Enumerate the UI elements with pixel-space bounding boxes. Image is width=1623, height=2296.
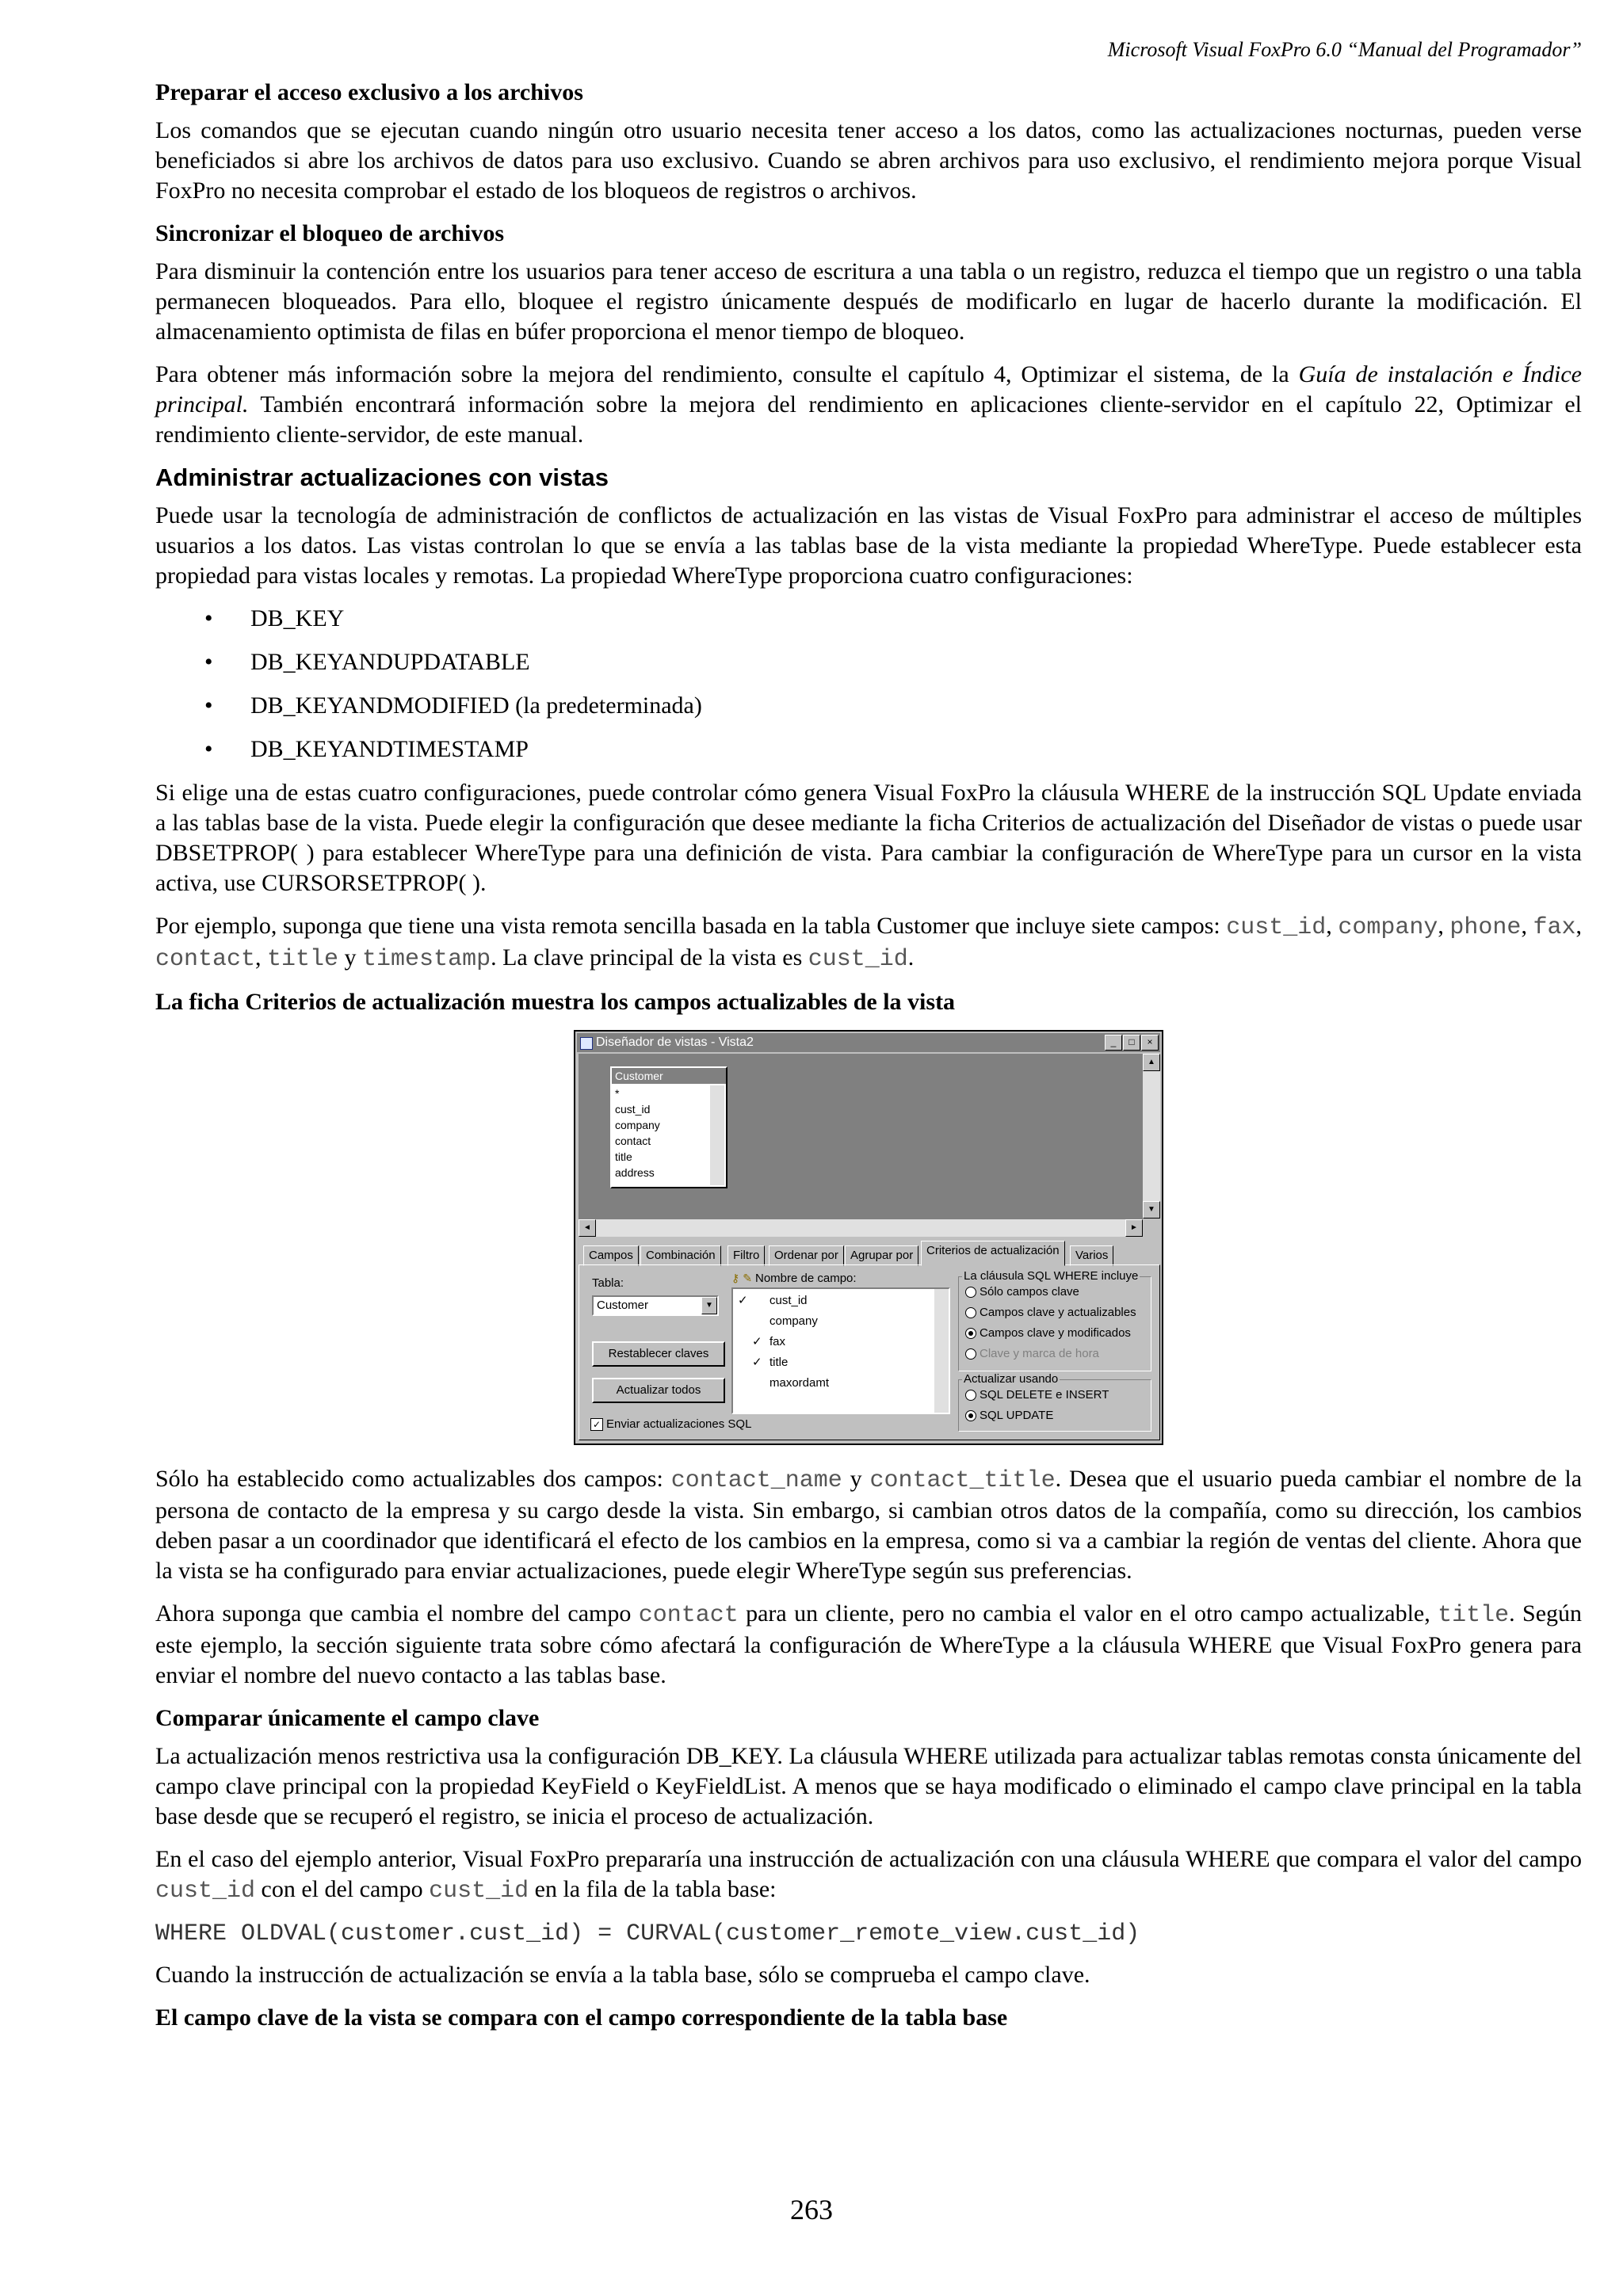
text-run: En el caso del ejemplo anterior, Visual FoxPro prepararía una instrucción de actualización con una cláusula WHERE que compara el valor del campo <box>155 1846 1582 1872</box>
table-field[interactable]: * <box>615 1087 620 1100</box>
paragraph <box>155 1844 1582 1906</box>
table-field[interactable]: address <box>615 1166 655 1179</box>
section-heading: Administrar actualizaciones con vistas <box>155 463 609 491</box>
radio-label: Clave y marca de hora <box>980 1347 1099 1360</box>
update-option[interactable] <box>965 1388 1109 1402</box>
field-name: maxordamt <box>769 1376 830 1390</box>
field-list-header <box>731 1272 857 1285</box>
window-titlebar <box>577 1033 1160 1052</box>
code-term: cust_id <box>155 1878 256 1905</box>
field-list[interactable] <box>731 1287 950 1414</box>
view-designer-window <box>574 1030 1163 1445</box>
paragraph <box>155 360 1582 450</box>
key-check[interactable]: ✓ <box>738 1294 748 1307</box>
tab-campos[interactable]: Campos <box>583 1245 639 1266</box>
table-label: Tabla: <box>592 1276 624 1290</box>
radio-selected-icon[interactable] <box>965 1410 976 1421</box>
table-field[interactable]: cust_id <box>615 1103 651 1116</box>
list-item: • DB_KEY <box>204 604 1582 634</box>
field-name-header: Nombre de campo: <box>755 1272 857 1285</box>
code-term: title <box>1438 1602 1510 1629</box>
radio-icon[interactable] <box>965 1307 976 1318</box>
radio-label: SQL DELETE e INSERT <box>980 1388 1109 1402</box>
radio-icon <box>965 1348 976 1360</box>
field-row[interactable] <box>733 1291 933 1311</box>
update-check[interactable]: ✓ <box>752 1335 762 1348</box>
maximize-button[interactable]: □ <box>1123 1035 1140 1051</box>
table-box-scrollbar[interactable] <box>710 1085 724 1185</box>
text-run: para un cliente, pero no cambia el valor en el otro campo actualizable, <box>738 1600 1438 1627</box>
field-row[interactable] <box>733 1373 933 1394</box>
code-term: cust_id <box>429 1878 529 1905</box>
radio-selected-icon[interactable] <box>965 1328 976 1339</box>
paragraph: La actualización menos restrictiva usa la configuración DB_KEY. La cláusula WHERE utilizada para actualizar tablas remotas consta únicamente del campo clave principal con la propiedad KeyField o KeyFieldList. A menos que se haya modificado o eliminado el campo clave principal en la tabla base desde que se recuperó el registro, se inicia el proceso de actualización. <box>155 1743 1582 1829</box>
field-list-scrollbar[interactable] <box>934 1289 949 1413</box>
table-box-title: Customer <box>612 1068 726 1084</box>
where-option[interactable] <box>965 1326 1131 1340</box>
tab-combinacion[interactable]: Combinación <box>640 1245 721 1266</box>
section-heading: Sincronizar el bloqueo de archivos <box>155 220 505 246</box>
text-run: Ahora suponga que cambia el nombre del campo <box>155 1600 639 1627</box>
figure-screenshot <box>155 1030 1582 1450</box>
radio-label: Sólo campos clave <box>980 1285 1079 1299</box>
chevron-down-icon[interactable]: ▼ <box>701 1297 717 1314</box>
table-select[interactable] <box>592 1295 719 1316</box>
radio-icon[interactable] <box>965 1287 976 1298</box>
update-using-group <box>958 1372 1151 1432</box>
code-term: timestamp <box>362 946 491 973</box>
paragraph: Puede usar la tecnología de administración de conflictos de actualización en las vistas de Visual FoxPro para administrar el acceso de múltiples usuarios a los datos. Las vistas controlan lo que se envía a las tablas base de la vista mediante la propiedad WhereType. Puede establecer esta propiedad para vistas locales y remotas. La propiedad WhereType proporciona cuatro configuraciones: <box>155 502 1582 589</box>
minimize-button[interactable]: _ <box>1105 1035 1122 1051</box>
field-row[interactable] <box>733 1311 933 1332</box>
table-field[interactable]: contact <box>615 1135 651 1147</box>
radio-label: SQL UPDATE <box>980 1409 1054 1422</box>
text-run: . Según este ejemplo, la sección siguiente trata sobre cómo afectará la configuración de WhereType a la cláusula WHERE que Visual FoxPro genera para enviar el nombre del nuevo contacto a las tablas base. <box>155 1600 1583 1688</box>
code-term: title <box>267 946 339 973</box>
scroll-right-icon[interactable]: ► <box>1125 1219 1143 1237</box>
table-field-list <box>612 1084 726 1182</box>
text-run: . La clave principal de la vista es <box>491 944 808 971</box>
tab-agrupar-por[interactable]: Agrupar por <box>845 1245 918 1266</box>
tab-varios[interactable]: Varios <box>1070 1245 1113 1266</box>
section-heading: Comparar únicamente el campo clave <box>155 1705 540 1731</box>
scroll-down-icon[interactable]: ▼ <box>1143 1201 1160 1219</box>
code-term: contact_title <box>869 1467 1056 1494</box>
list-item: • DB_KEYANDTIMESTAMP <box>204 734 1582 765</box>
code-term: cust_id <box>808 946 908 973</box>
running-header: Microsoft Visual FoxPro 6.0 “Manual del Programador” <box>1107 38 1582 61</box>
key-icon: ⚷ <box>731 1272 740 1284</box>
field-name: fax <box>769 1335 786 1348</box>
text-run: con el del campo <box>255 1876 430 1902</box>
text-run: y <box>338 944 363 971</box>
field-name: title <box>769 1356 789 1369</box>
update-criteria-panel <box>579 1264 1160 1440</box>
code-term: fax <box>1533 914 1576 941</box>
group-label: Actualizar usando <box>964 1372 1059 1386</box>
tab-strip <box>579 1241 1143 1264</box>
text-run: Por ejemplo, suponga que tiene una vista remota sencilla basada en la tabla Customer que incluye siete campos: <box>155 913 1227 939</box>
radio-icon[interactable] <box>965 1390 976 1401</box>
table-box-customer[interactable] <box>610 1066 727 1188</box>
paragraph: Los comandos que se ejecutan cuando ningún otro usuario necesita tener acceso a los datos, como las actualizaciones nocturnas, pueden verse beneficiados si abre los archivos de datos para uso exclusivo. Cuando se abren archivos para uso exclusivo, el rendimiento mejora porque Visual FoxPro no necesita comprobar el estado de los bloqueos de registros o archivos. <box>155 117 1582 204</box>
figure-caption: La ficha Criterios de actualización muestra los campos actualizables de la vista <box>155 989 956 1015</box>
paragraph: Si elige una de estas cuatro configuraciones, puede controlar cómo genera Visual FoxPro la cláusula WHERE de la instrucción SQL Update enviada a las tablas base de la vista. Puede elegir la configuración que desee mediante la ficha Criterios de actualización del Diseñador de vistas o puede usar DBSETPROP( ) para establecer WhereType para una definición de vista. Para cambiar la configuración de WhereType para un cursor en la vista activa, use CURSORSETPROP( ). <box>155 780 1582 896</box>
code-term: company <box>1338 914 1438 941</box>
reset-keys-button[interactable]: Restablecer claves <box>592 1341 725 1367</box>
code-term: phone <box>1449 914 1522 941</box>
update-option[interactable] <box>965 1409 1053 1422</box>
paragraph: Por ejemplo, suponga que tiene una vista remota sencilla basada en la tabla Customer que incluye siete campos: cust_id, company, phone, fax, contact, title y timestamp. La clave principal de la vista es cust_id. <box>155 913 1582 973</box>
tab-criterios-actualizacion[interactable]: Criterios de actualización <box>921 1241 1065 1266</box>
close-button[interactable]: × <box>1141 1035 1159 1051</box>
figure-caption: El campo clave de la vista se compara con el campo correspondiente de la tabla base <box>155 2004 1008 2031</box>
paragraph: Sólo ha establecido como actualizables dos campos: contact_name y contact_title. Desea que el usuario pueda cambiar el nombre de la persona de contacto de la empresa y su cargo desde la vista. Sin embargo, si cambian otros datos de la compañía, como su dirección, los cambios deben pasar a un coordinador que identificará el efecto de los cambios en la empresa, como si va a cambiar la región de ventas del cliente. Ahora que la vista se ha configurado para enviar actualizaciones, puede elegir WhereType según sus preferencias. <box>155 1466 1583 1584</box>
table-field[interactable]: company <box>615 1119 660 1131</box>
code-term: contact <box>155 946 256 973</box>
code-line: WHERE OLDVAL(customer.cust_id) = CURVAL(customer_remote_view.cust_id) <box>155 1920 1140 1947</box>
text-run: También encontrará información sobre la mejora del rendimiento en aplicaciones cliente-servidor en el capítulo 22, Optimizar el rendimiento cliente-servidor, de este manual. <box>155 391 1582 448</box>
where-option <box>965 1347 1099 1360</box>
where-clause-group <box>958 1269 1151 1371</box>
page-number: 263 <box>790 2194 833 2225</box>
list-item: • DB_KEYANDMODIFIED (la predeterminada) <box>204 691 1582 721</box>
radio-label: Campos clave y actualizables <box>980 1306 1136 1319</box>
field-name: company <box>769 1314 818 1328</box>
checkbox-label: Enviar actualizaciones SQL <box>606 1417 752 1431</box>
text-run: . Desea que el usuario pueda cambiar el nombre de la persona de contacto de la empresa y su cargo desde la vista. Sin embargo, si cambian otros datos de la compañía, como su dirección, los cambios deben pasar a un coordinador que identificará el efecto de los cambios en la empresa, como si va a cambiar la región de ventas del cliente. Ahora que la vista se ha configurado para enviar actualizaciones, puede elegir WhereType según sus preferencias. <box>155 1466 1583 1584</box>
checkbox-checked-icon[interactable]: ✓ <box>590 1418 603 1431</box>
where-option[interactable] <box>965 1285 1079 1299</box>
group-label: La cláusula SQL WHERE incluye <box>964 1269 1139 1283</box>
table-select-value: Customer <box>597 1299 649 1312</box>
app-icon <box>580 1037 593 1050</box>
field-row[interactable] <box>733 1332 933 1352</box>
where-option[interactable] <box>965 1306 1136 1319</box>
titlebar-buttons <box>1104 1035 1159 1054</box>
book-title: Guía de instalación e Índice principal. <box>155 361 1582 418</box>
tab-filtro[interactable]: Filtro <box>727 1245 765 1266</box>
field-row[interactable] <box>733 1352 933 1373</box>
page-content <box>155 78 1582 2046</box>
table-pane <box>579 1054 1143 1219</box>
text-run: en la fila de la tabla base: <box>529 1876 777 1902</box>
tab-ordenar-por[interactable]: Ordenar por <box>769 1245 844 1266</box>
window-title: Diseñador de vistas - Vista2 <box>596 1035 754 1049</box>
field-name: cust_id <box>769 1294 808 1307</box>
send-sql-updates-checkbox[interactable] <box>590 1417 751 1431</box>
update-all-button[interactable]: Actualizar todos <box>592 1378 725 1403</box>
update-check[interactable]: ✓ <box>752 1356 762 1369</box>
text-run: Para obtener más información sobre la mejora del rendimiento, consulte el capítulo 4, Optimizar el sistema, de la <box>155 361 1299 387</box>
code-term: cust_id <box>1226 914 1327 941</box>
scroll-up-icon[interactable]: ▲ <box>1143 1054 1160 1071</box>
horizontal-scrollbar[interactable] <box>579 1219 1143 1237</box>
bullet-list <box>155 604 1582 765</box>
list-item: • DB_KEYANDUPDATABLE <box>204 647 1582 677</box>
radio-label: Campos clave y modificados <box>980 1326 1131 1340</box>
paragraph: Cuando la instrucción de actualización se envía a la tabla base, sólo se comprueba el campo clave. <box>155 1962 1090 1988</box>
paragraph <box>155 1599 1582 1691</box>
paragraph: Para disminuir la contención entre los usuarios para tener acceso de escritura a una tabla o un registro, reduzca el tiempo que un registro o una tabla permanecen bloqueados. Para ello, bloquee el registro únicamente después de modificarlo en lugar de hacerlo durante la modificación. El almacenamiento optimista de filas en búfer proporciona el menor tiempo de bloqueo. <box>155 258 1582 345</box>
text-run: Sólo ha establecido como actualizables dos campos: <box>155 1466 671 1492</box>
pencil-icon: ✎ <box>743 1272 752 1284</box>
scroll-left-icon[interactable]: ◄ <box>579 1219 596 1237</box>
vertical-scrollbar[interactable] <box>1142 1054 1160 1219</box>
table-field[interactable]: title <box>615 1150 632 1163</box>
section-heading: Preparar el acceso exclusivo a los archivos <box>155 79 583 105</box>
code-term: contact_name <box>670 1467 842 1494</box>
code-term: contact <box>638 1602 739 1629</box>
